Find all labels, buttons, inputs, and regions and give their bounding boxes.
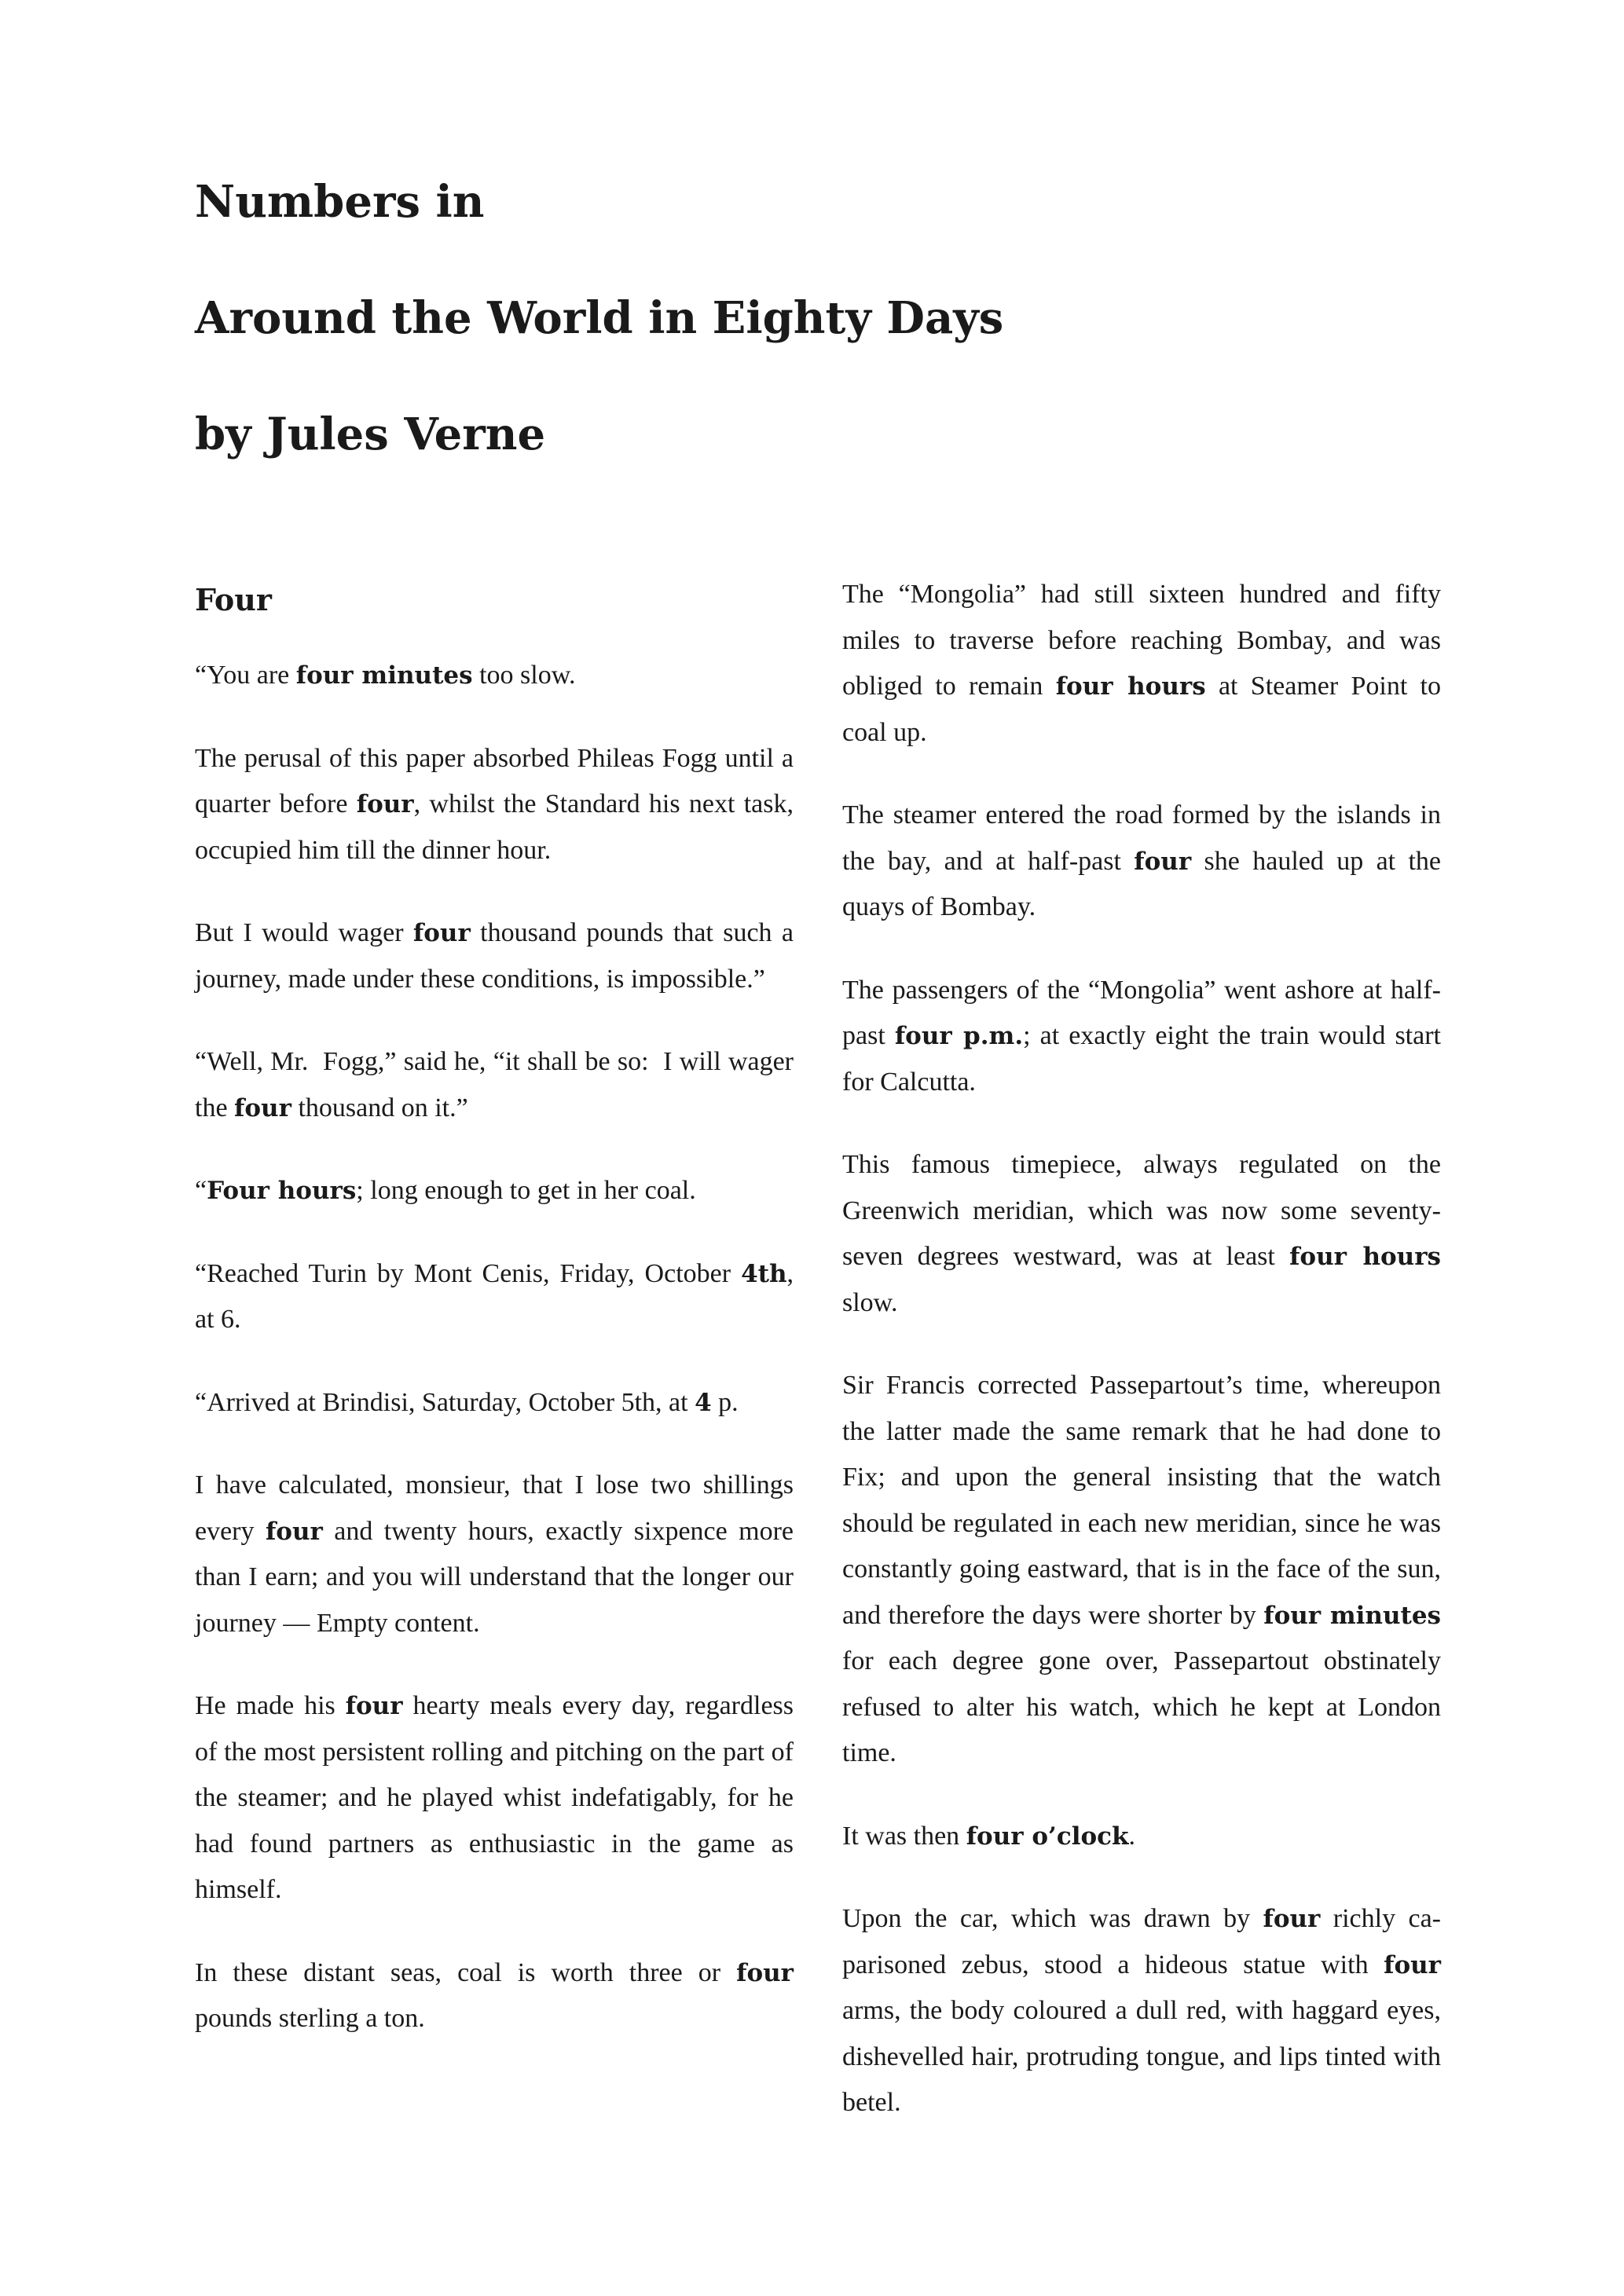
text-run: It was then bbox=[842, 1821, 966, 1851]
text-run: But I would wager bbox=[195, 918, 413, 947]
highlighted-number: four p.m. bbox=[894, 1022, 1024, 1050]
highlighted-number: four minutes bbox=[1263, 1601, 1442, 1630]
highlighted-number: four bbox=[412, 919, 471, 947]
paragraph bbox=[842, 572, 1441, 756]
highlighted-number: four minutes bbox=[295, 661, 473, 690]
highlighted-number: Four hours bbox=[207, 1177, 357, 1205]
text-run: This famous timepiece, always regulated on the Greenwich meridian, which was now some seventy-seven degrees westward, was at least bbox=[842, 1150, 1441, 1271]
text-run: “Arrived at Brindisi, Saturday, October 5th, at bbox=[195, 1387, 695, 1417]
text-run: In these distant seas, coal is worth three or bbox=[195, 1957, 737, 1987]
paragraph bbox=[842, 1814, 1441, 1860]
highlighted-number: 4 bbox=[695, 1388, 712, 1417]
highlighted-number: four bbox=[1263, 1905, 1321, 1933]
text-run: p. bbox=[711, 1387, 739, 1417]
text-run: arms, the body coloured a dull red, with haggard eyes, dishevelled hair, protruding tongue, and lips tinted with betel. bbox=[842, 1996, 1441, 2117]
text-run: The steamer entered the road formed by the islands in the bay, and at half-past bbox=[842, 800, 1441, 876]
text-run: The “Mongolia” had still sixteen hundred and fifty miles to traverse before reaching Bombay, and was obliged to remain bbox=[842, 580, 1441, 701]
right-paragraphs bbox=[842, 572, 1441, 2126]
paragraph bbox=[842, 793, 1441, 931]
text-run: ; long enough to get in her coal. bbox=[356, 1176, 696, 1205]
text-run: for each degree gone over, Passepartout obstinately refused to alter his watch, which he kept at London time. bbox=[842, 1646, 1441, 1767]
highlighted-number: four bbox=[1134, 847, 1192, 876]
left-column bbox=[195, 581, 794, 2079]
text-run: I have calculated, monsieur, that I lose two shillings every bbox=[195, 1470, 794, 1546]
section-heading: Four bbox=[195, 582, 272, 617]
text-run: “You are bbox=[195, 661, 296, 690]
highlighted-number: four bbox=[356, 790, 414, 818]
paragraph bbox=[842, 1363, 1441, 1777]
text-run: “ bbox=[195, 1176, 207, 1205]
highlighted-number: four o’clock bbox=[966, 1822, 1129, 1851]
text-run: , whilst the Standard his next task, occupied him till the dinner hour. bbox=[195, 789, 794, 865]
text-run: . bbox=[1128, 1821, 1136, 1851]
title-line-3: by Jules Verne bbox=[195, 408, 546, 460]
document-title bbox=[195, 177, 1452, 525]
text-run: thousand pounds that such a journey, made under these conditions, is impossible.” bbox=[195, 918, 794, 994]
paragraph bbox=[842, 1896, 1441, 2126]
paragraph bbox=[842, 968, 1441, 1106]
paragraph bbox=[195, 736, 794, 874]
text-run: Upon the car, which was drawn by bbox=[842, 1904, 1263, 1933]
paragraph bbox=[195, 1683, 794, 1913]
text-run: He made his bbox=[195, 1691, 346, 1720]
text-run: at Steamer Point to coal up. bbox=[842, 672, 1442, 747]
left-paragraphs bbox=[195, 653, 794, 2042]
highlighted-number: four hours bbox=[1055, 672, 1206, 701]
text-run: too slow. bbox=[472, 661, 576, 690]
paragraph bbox=[195, 1380, 794, 1426]
text-run: slow. bbox=[842, 1287, 898, 1317]
highlighted-number: four bbox=[1384, 1950, 1441, 1979]
paragraph bbox=[195, 653, 794, 699]
text-run: Sir Francis corrected Passepartout’s time, whereupon the latter made the same remark that he had done to Fix; and upon the general insisting that the watch should be regulated in each new meridian, since he was constantly going eastward, that is in the face of the sun, and therefore the days were shorter by bbox=[842, 1371, 1441, 1630]
text-run: “Reached Turin by Mont Cenis, Friday, October bbox=[195, 1258, 742, 1288]
title-line-1: Numbers in bbox=[195, 176, 485, 228]
text-run: and twenty hours, exactly sixpence more than I earn; and you will understand that the longer our journey — Empty content. bbox=[195, 1516, 794, 1638]
text-run: The perusal of this paper absorbed Phileas Fogg until a quarter before bbox=[195, 743, 794, 818]
text-run: hearty meals every day, regardless of the most persistent rolling and pitching on the part of the steamer; and he played whist indefatigably, for he had found partners as enthusiastic in the game as himself. bbox=[195, 1691, 794, 1904]
paragraph bbox=[195, 1039, 794, 1131]
paragraph bbox=[195, 1168, 794, 1214]
paragraph bbox=[195, 1950, 794, 2042]
text-run: richly caparisoned zebus, stood a hideous statue with bbox=[842, 1904, 1441, 1979]
paragraph bbox=[195, 910, 794, 1002]
highlighted-number: four bbox=[265, 1517, 323, 1546]
highlighted-number: 4th bbox=[741, 1259, 787, 1288]
title-line-2: Around the World in Eighty Days bbox=[195, 292, 1004, 344]
highlighted-number: four bbox=[345, 1692, 403, 1720]
right-column bbox=[842, 581, 1441, 2163]
paragraph bbox=[842, 1142, 1441, 1326]
text-run: pounds sterling a ton. bbox=[195, 2004, 425, 2033]
paragraph bbox=[195, 1463, 794, 1646]
highlighted-number: four bbox=[736, 1958, 794, 1987]
highlighted-number: four bbox=[234, 1093, 291, 1122]
text-run: , at 6. bbox=[195, 1258, 794, 1334]
text-run: The passengers of the “Mongolia” went ashore at half-past bbox=[842, 975, 1441, 1050]
text-run: ; at exactly eight the train would start for Calcutta. bbox=[842, 1021, 1441, 1097]
text-run: “Well, Mr. Fogg,” said he, “it shall be so: I will wager the bbox=[195, 1047, 794, 1122]
paragraph bbox=[195, 1251, 794, 1343]
text-run: she hauled up at the quays of Bombay. bbox=[842, 846, 1442, 921]
highlighted-number: four hours bbox=[1289, 1243, 1441, 1271]
text-run: thousand on it.” bbox=[291, 1093, 468, 1122]
